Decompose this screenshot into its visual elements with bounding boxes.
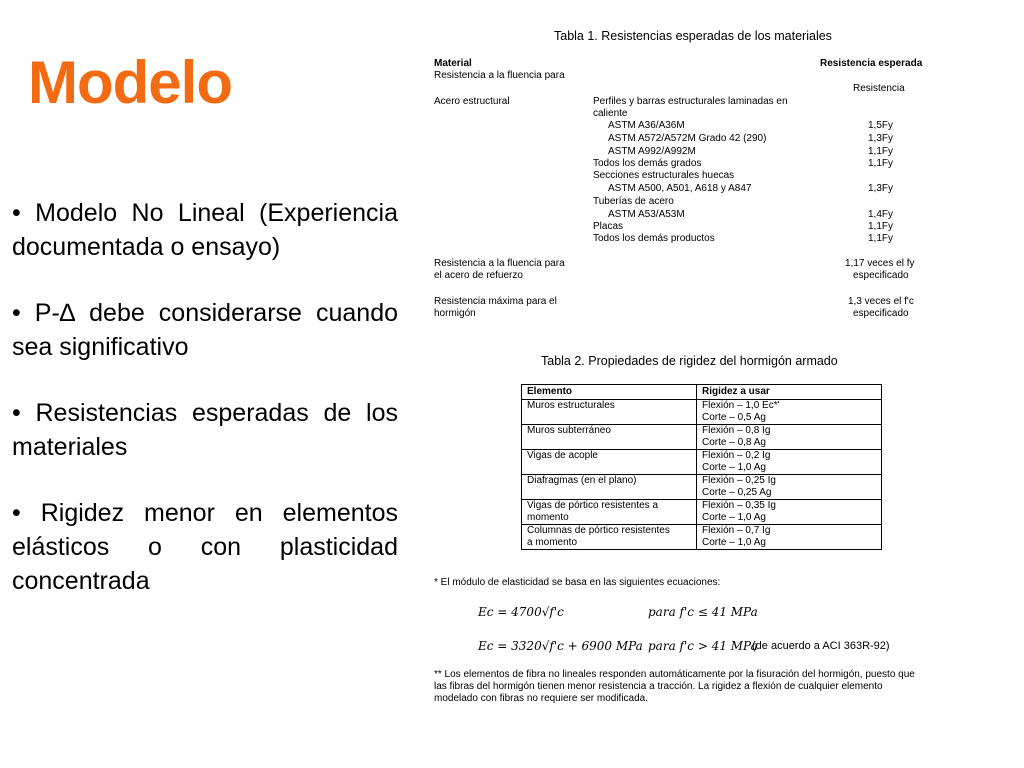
- t1-refuerzo-val-1: 1,17 veces el fy: [845, 258, 915, 269]
- bullet-p-delta: • P-∆ debe considerarse cuando sea significativo: [12, 299, 398, 361]
- equation-2-reference: (de acuerdo a ACI 363R-92): [752, 640, 890, 652]
- t2-stiffness-cell: [697, 450, 882, 475]
- t2-element-line: Columnas de pórtico resistentes: [527, 525, 670, 536]
- t1-hormigon-1: Resistencia máxima para el: [434, 296, 557, 307]
- t1-astm-a572: ASTM A572/A572M Grado 42 (290): [608, 133, 767, 144]
- t1-val-grados: 1,1Fy: [868, 158, 894, 169]
- t2-stiffness-cell: [697, 400, 882, 425]
- t2-corte: Corte – 0,8 Ag: [702, 437, 766, 448]
- equation-1-condition: para f'c ≤ 41 MPa: [648, 605, 758, 619]
- t1-val-placas: 1,1Fy: [868, 221, 894, 232]
- fiber-note-line-3: modelado con fibras no requiere ser modificada.: [434, 693, 649, 704]
- t1-val-a572: 1,3Fy: [868, 133, 894, 144]
- t2-element-cell: [522, 425, 697, 450]
- fiber-note-line-1: ** Los elementos de fibra no lineales responden automáticamente por la fisuración del hormigón, puesto que: [434, 669, 915, 680]
- table-row: [522, 500, 882, 525]
- t1-refuerzo-2: el acero de refuerzo: [434, 270, 523, 281]
- table2-header-row: [522, 385, 882, 400]
- t1-val-a500: 1,3Fy: [868, 183, 894, 194]
- equation-2-condition: para f'c > 41 MPa: [648, 639, 758, 653]
- t1-hormigon-val-2: especificado: [853, 308, 909, 319]
- table-row: [522, 475, 882, 500]
- t2-corte: Corte – 1,0 Ag: [702, 462, 766, 473]
- t2-flexion: Flexión – 0,2 Ig: [702, 450, 771, 461]
- t2-corte: Corte – 1,0 Ag: [702, 512, 766, 523]
- t1-hormigon-2: hormigón: [434, 308, 476, 319]
- t2-corte: Corte – 1,0 Ag: [702, 537, 766, 548]
- bullet-nonlinear-model: • Modelo No Lineal (Experiencia documentada o ensayo): [12, 199, 398, 261]
- t1-secciones: Secciones estructurales huecas: [593, 170, 735, 181]
- bullet-list: [12, 196, 398, 630]
- t2-element-line: Muros estructurales: [527, 400, 615, 411]
- t2-corte: Corte – 0,25 Ag: [702, 487, 772, 498]
- table-row: [522, 525, 882, 550]
- t1-perfiles-1: Perfiles y barras estructurales laminadas en: [593, 96, 788, 107]
- t1-todos-productos: Todos los demás productos: [593, 233, 715, 244]
- t1-todos-grados: Todos los demás grados: [593, 158, 702, 169]
- t1-val-a36: 1,5Fy: [868, 120, 894, 131]
- t1-astm-a36: ASTM A36/A36M: [608, 120, 685, 131]
- t2-element-line: Muros subterráneo: [527, 425, 611, 436]
- t2-stiffness-cell: [697, 425, 882, 450]
- t1-val-productos: 1,1Fy: [868, 233, 894, 244]
- t1-refuerzo-1: Resistencia a la fluencia para: [434, 258, 565, 269]
- t1-acero: Acero estructural: [434, 96, 510, 107]
- t2-flexion: Flexión – 0,7 Ig: [702, 525, 771, 536]
- t1-subheader-left: Resistencia a la fluencia para: [434, 70, 565, 81]
- fiber-note-line-2: las fibras del hormigón tienen menor resistencia a tracción. La rigidez a flexión de cualquier elemento: [434, 681, 883, 692]
- t2-element-line: a momento: [527, 537, 578, 548]
- t2-element-line: Vigas de pórtico resistentes a: [527, 500, 659, 511]
- t1-astm-a53: ASTM A53/A53M: [608, 209, 685, 220]
- table1-title: Tabla 1. Resistencias esperadas de los materiales: [554, 29, 832, 43]
- t1-header-material: Material: [434, 58, 472, 69]
- t2-stiffness-cell: [697, 525, 882, 550]
- t2-element-cell: [522, 500, 697, 525]
- table2-title: Tabla 2. Propiedades de rigidez del hormigón armado: [541, 354, 838, 368]
- t2-element-cell: [522, 525, 697, 550]
- bullet-reduced-stiffness: • Rigidez menor en elementos elásticos o con plasticidad concentrada: [12, 499, 398, 595]
- table-row: [522, 425, 882, 450]
- t1-placas: Placas: [593, 221, 624, 232]
- t2-element-cell: [522, 475, 697, 500]
- t2-header-elemento: Elemento: [522, 385, 697, 400]
- t1-val-a992: 1,1Fy: [868, 146, 894, 157]
- t2-flexion: Flexión – 1,0 Ec*': [702, 400, 780, 411]
- equation-2: Ec = 3320√f'c + 6900 MPa: [478, 639, 643, 653]
- t2-element-cell: [522, 400, 697, 425]
- t2-flexion: Flexión – 0,35 Ig: [702, 500, 776, 511]
- t2-stiffness-cell: [697, 500, 882, 525]
- t1-perfiles-2: caliente: [593, 108, 628, 119]
- slide-title: Modelo: [28, 49, 232, 116]
- elasticity-note: * El módulo de elasticidad se basa en las siguientes ecuaciones:: [434, 577, 721, 588]
- bullet-expected-strengths: • Resistencias esperadas de los materiales: [12, 399, 398, 461]
- t1-astm-a992: ASTM A992/A992M: [608, 146, 696, 157]
- table2: [521, 384, 882, 550]
- t2-header-rigidez: Rigidez a usar: [697, 385, 882, 400]
- t1-val-a53: 1,4Fy: [868, 209, 894, 220]
- t1-refuerzo-val-2: especificado: [853, 270, 909, 281]
- t2-element-line: Diafragmas (en el plano): [527, 475, 637, 486]
- table-row: [522, 450, 882, 475]
- t1-astm-a500: ASTM A500, A501, A618 y A847: [608, 183, 752, 194]
- t1-hormigon-val-1: 1,3 veces el f'c: [848, 296, 914, 307]
- t1-tuberias: Tuberías de acero: [593, 196, 674, 207]
- t2-element-cell: [522, 450, 697, 475]
- t2-element-line: Vigas de acople: [527, 450, 598, 461]
- table-row: [522, 400, 882, 425]
- t2-flexion: Flexión – 0,25 Ig: [702, 475, 776, 486]
- t1-subheader-right: Resistencia: [853, 83, 905, 94]
- t2-corte: Corte – 0,5 Ag: [702, 412, 766, 423]
- equation-1: Ec = 4700√f'c: [478, 605, 564, 619]
- t2-stiffness-cell: [697, 475, 882, 500]
- t1-header-expected: Resistencia esperada: [820, 58, 923, 69]
- t2-flexion: Flexión – 0,8 Ig: [702, 425, 771, 436]
- t2-element-line: momento: [527, 512, 569, 523]
